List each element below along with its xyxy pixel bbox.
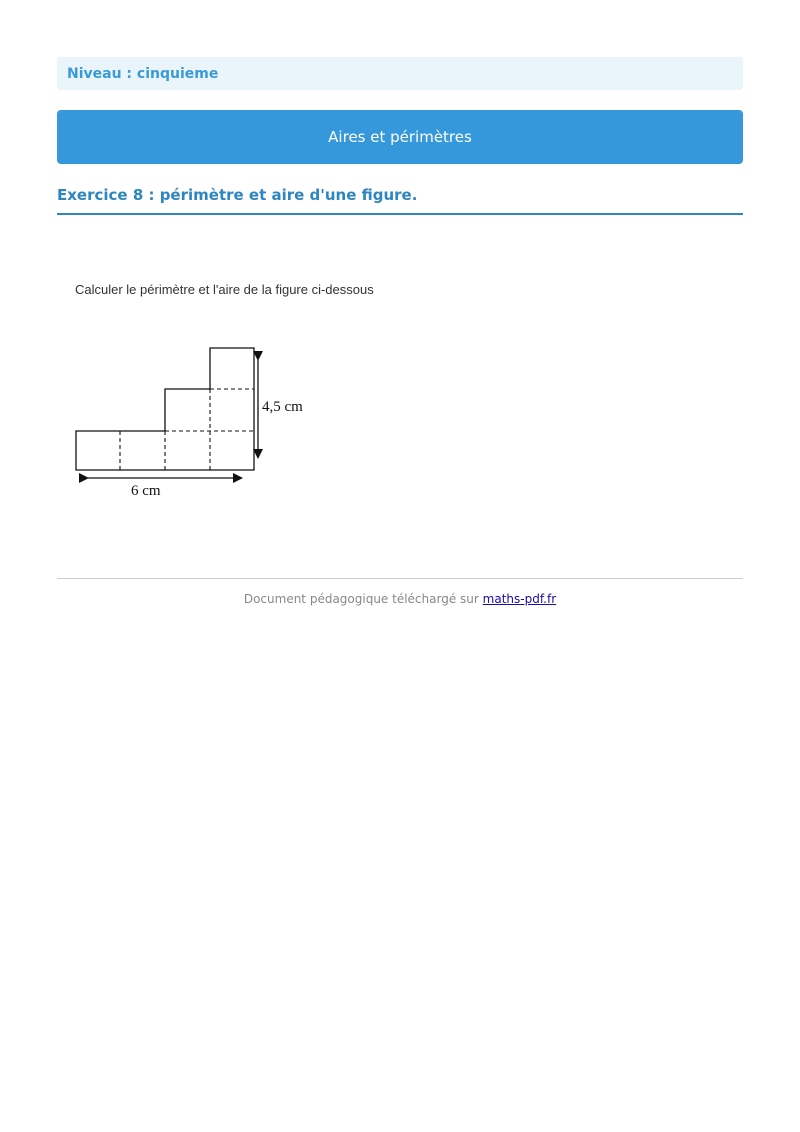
exercise-instruction: Calculer le périmètre et l'aire de la figure ci-dessous [75,282,374,297]
level-banner [57,57,743,90]
chapter-title-bar [57,110,743,164]
chapter-title: Aires et périmètres [328,128,472,146]
height-label: 4,5 cm [262,399,303,415]
figure-outline [76,348,254,470]
staircase-figure [57,270,457,510]
footer [57,592,743,606]
exercise-title: Exercice 8 : périmètre et aire d'une figure. [57,186,418,204]
level-label: Niveau : cinquieme [67,65,219,82]
exercise-figure [57,270,457,510]
footer-divider [57,578,743,579]
footer-text: Document pédagogique téléchargé sur [243,592,479,606]
footer-site-link[interactable]: maths-pdf.fr [482,592,557,606]
exercise-heading [57,184,743,215]
figure-dashed-grid [120,389,254,470]
width-label: 6 cm [131,483,161,499]
